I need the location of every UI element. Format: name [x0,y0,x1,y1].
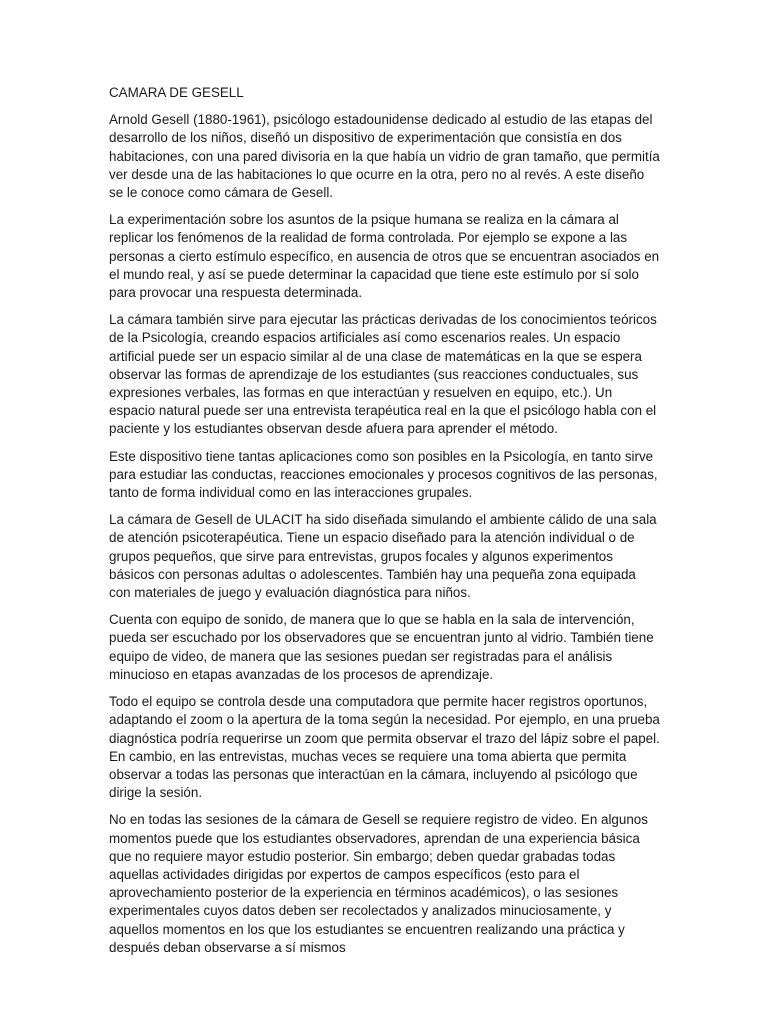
paragraph-1: Arnold Gesell (1880-1961), psicólogo estadounidense dedicado al estudio de las etapas del desarrollo de los niños, diseñó un dispositivo de experimentación que consistía en dos habitaciones, con una pared divisoria en la que había un vidrio de gran tamaño, que permitía ver desde una de las habitaciones lo que ocurre en la otra, pero no al revés. A este diseño se le conoce como cámara de Gesell. [109,112,660,201]
paragraph-2: La experimentación sobre los asuntos de la psique humana se realiza en la cámara al replicar los fenómenos de la realidad de forma controlada. Por ejemplo se expone a las personas a cierto estímulo específico, en ausencia de otros que se encuentran asociados en el mundo real, y así se puede determinar la capacidad que tiene este estímulo por sí solo para provocar una respuesta determinada. [109,212,660,301]
paragraph-8: No en todas las sesiones de la cámara de Gesell se requiere registro de video. En algunos momentos puede que los estudiantes observadores, aprendan de una experiencia básica que no requiere mayor estudio posterior. Sin embargo; deben quedar grabadas todas aquellas actividades dirigidas por expertos de campos específicos (esto para el aprovechamiento posterior de la experiencia en términos académicos), o las sesiones experimentales cuyos datos deben ser recolectados y analizados minuciosamente, y aquellos momentos en los que los estudiantes se encuentren realizando una práctica y después deban observarse a sí mismos [109,812,648,955]
paragraph-5: La cámara de Gesell de ULACIT ha sido diseñada simulando el ambiente cálido de una sala de atención psicoterapéutica. Tiene un espacio diseñado para la atención individual o de grupos pequeños, que sirve para entrevistas, grupos focales y algunos experimentos básicos con personas adultas o adolescentes. También hay una pequeña zona equipada con materiales de juego y evaluación diagnóstica para niños. [109,512,657,601]
paragraph-3: La cámara también sirve para ejecutar las prácticas derivadas de los conocimientos teóricos de la Psicología, creando espacios artificiales así como escenarios reales. Un espacio artificial puede ser un espacio similar al de una clase de matemáticas en la que se espera observar las formas de aprendizaje de los estudiantes (sus reacciones conductuales, sus expresiones verbales, las formas en que interactúan y resuelven en equipo, etc.). Un espacio natural puede ser una entrevista terapéutica real en la que el psicólogo habla con el paciente y los estudiantes observan desde afuera para aprender el método. [109,312,657,437]
paragraph-4: Este dispositivo tiene tantas aplicaciones como son posibles en la Psicología, en tanto sirve para estudiar las conductas, reacciones emocionales y procesos cognitivos de las personas, tanto de forma individual como en las interacciones grupales. [109,448,658,501]
document-page [109,84,661,966]
paragraph-6: Cuenta con equipo de sonido, de manera que lo que se habla en la sala de intervención, pueda ser escuchado por los observadores que se encuentran junto al vidrio. También tiene equipo de video, de manera que las sesiones puedan ser registradas para el análisis minucioso en etapas avanzadas de los procesos de aprendizaje. [109,612,654,682]
paragraph-7: Todo el equipo se controla desde una computadora que permite hacer registros oportunos, adaptando el zoom o la apertura de la toma según la necesidad. Por ejemplo, en una prueba diagnóstica podría requerirse un zoom que permita observar el trazo del lápiz sobre el papel. En cambio, en las entrevistas, muchas veces se requiere una toma abierta que permita observar a todas las personas que interactúan en la cámara, incluyendo al psicólogo que dirige la sesión. [109,694,660,801]
document-title: CAMARA DE GESELL [109,85,244,100]
